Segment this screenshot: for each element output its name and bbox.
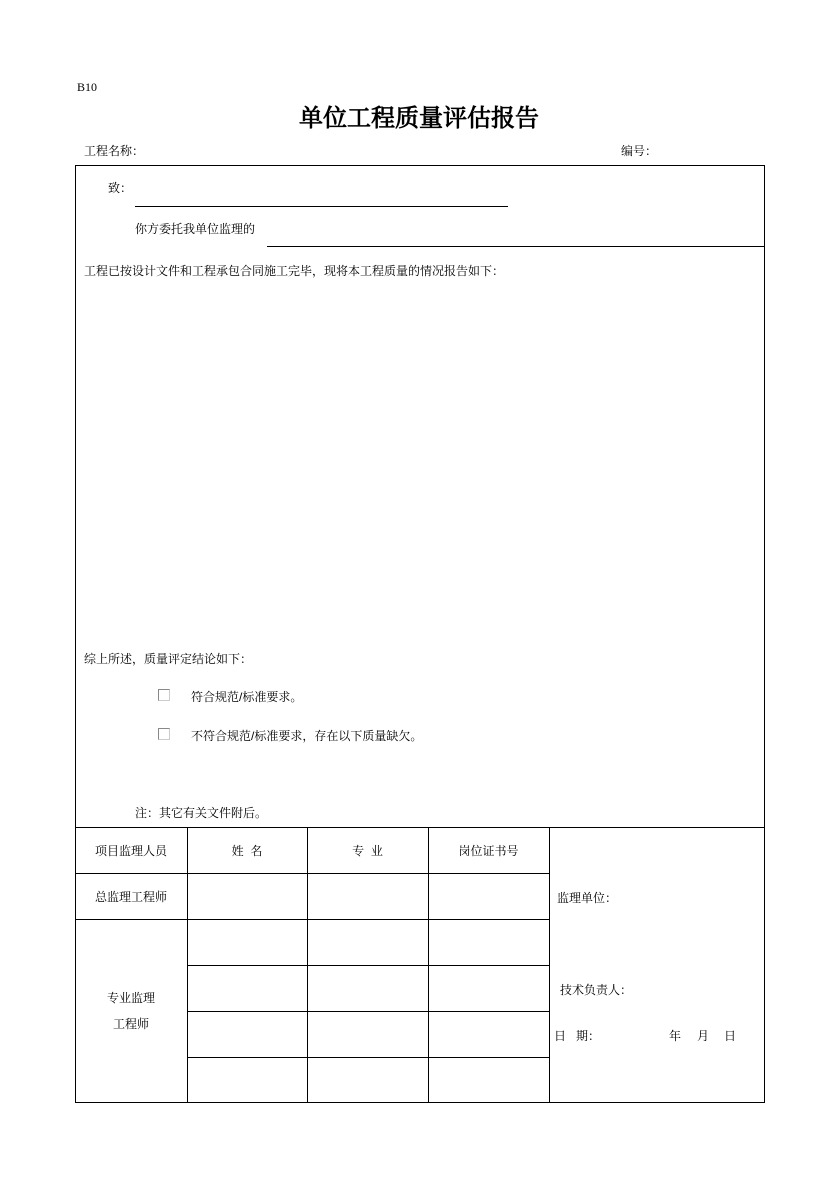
- recipient-line[interactable]: [135, 206, 508, 207]
- note-text: 注：其它有关文件附后。: [135, 806, 268, 820]
- header-certificate: 岗位证书号: [458, 843, 519, 858]
- header-personnel: 项目监理人员: [94, 843, 167, 858]
- project-name-label: 工程名称：: [84, 144, 145, 158]
- specialist-engineer-label: [75, 919, 187, 1103]
- row-line: [187, 965, 549, 966]
- row-line: [187, 1057, 549, 1058]
- form-code: B10: [77, 80, 98, 94]
- supervision-unit-label: 监理单位：: [557, 891, 618, 905]
- date-month: 月: [697, 1029, 710, 1043]
- chief-engineer-label: 总监理工程师: [94, 889, 167, 904]
- date-year: 年: [669, 1029, 682, 1043]
- specialist-line1: 专业监理: [106, 991, 155, 1005]
- body-intro: 工程已按设计文件和工程承包合同施工完毕，现将本工程质量的情况报告如下：: [84, 264, 505, 278]
- col-line: [549, 827, 550, 1103]
- option-label-noncompliant: 不符合规范/标准要求，存在以下质量缺欠。: [191, 729, 423, 743]
- to-label: 致：: [108, 181, 133, 195]
- option-checkbox-compliant[interactable]: [158, 689, 170, 701]
- option-checkbox-noncompliant[interactable]: [158, 728, 170, 740]
- page-title: 单位工程质量评估报告: [299, 105, 539, 132]
- specialist-line2: 工程师: [112, 1017, 149, 1031]
- header-specialty: 专 业: [352, 843, 383, 858]
- tech-lead-label: 技术负责人：: [560, 983, 633, 997]
- option-label-compliant: 符合规范/标准要求。: [191, 690, 303, 704]
- entrust-text: 你方委托我单位监理的: [135, 222, 256, 236]
- date-label: 日 期：: [554, 1029, 601, 1043]
- row-line: [187, 1011, 549, 1012]
- number-label: 编号：: [621, 144, 658, 158]
- project-line[interactable]: [267, 246, 765, 247]
- date-day: 日: [724, 1029, 737, 1043]
- header-name: 姓 名: [231, 843, 263, 858]
- conclusion-label: 综上所述，质量评定结论如下：: [84, 652, 253, 666]
